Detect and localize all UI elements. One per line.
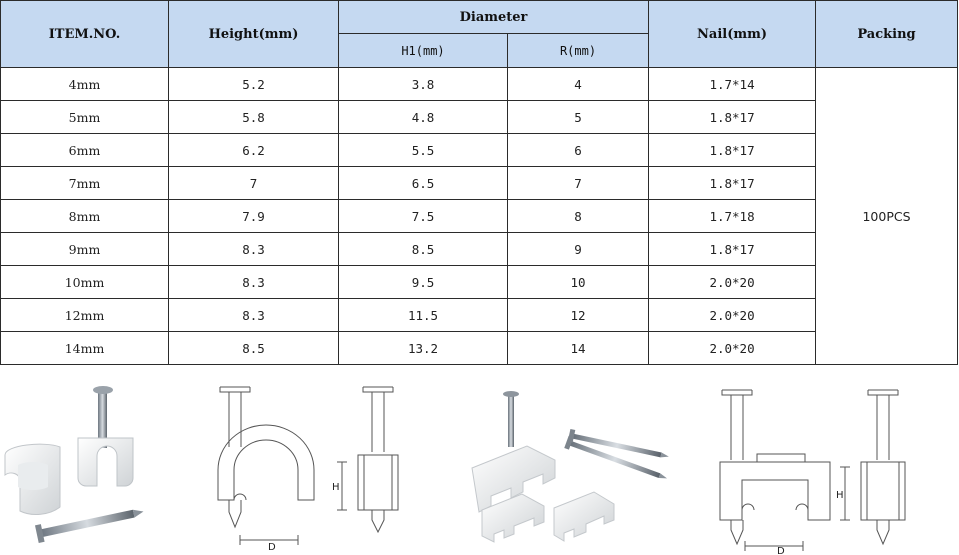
table-row [1,101,958,134]
flat-d-label: D [777,546,785,555]
item-cell: 7mm [1,167,169,200]
header-h1: H1(mm) [339,34,508,68]
h1-cell: 3.8 [339,68,508,101]
r-cell: 12 [508,299,649,332]
r-cell: 7 [508,167,649,200]
table-row [1,332,958,365]
flat-clip-photo [462,370,677,555]
table-row [1,266,958,299]
item-cell: 6mm [1,134,169,167]
header-packing: Packing [816,1,958,68]
header-height: Height(mm) [169,1,339,68]
item-cell: 9mm [1,233,169,266]
packing-cell: 100PCS [816,68,958,365]
nail-cell: 2.0*20 [649,332,816,365]
spec-table-body [1,68,958,365]
table-row [1,233,958,266]
item-cell: 14mm [1,332,169,365]
round-clip-drawing [200,370,430,555]
h1-cell: 11.5 [339,299,508,332]
nail-cell: 1.8*17 [649,134,816,167]
nail-cell: 1.7*18 [649,200,816,233]
header-r: R(mm) [508,34,649,68]
height-cell: 5.2 [169,68,339,101]
item-cell: 12mm [1,299,169,332]
h1-cell: 9.5 [339,266,508,299]
table-row [1,200,958,233]
r-cell: 5 [508,101,649,134]
header-diameter: Diameter [339,1,649,34]
nail-cell: 1.8*17 [649,101,816,134]
r-cell: 8 [508,200,649,233]
round-h-label: H [332,482,340,493]
item-cell: 5mm [1,101,169,134]
item-cell: 4mm [1,68,169,101]
h1-cell: 5.5 [339,134,508,167]
height-cell: 7.9 [169,200,339,233]
h1-cell: 13.2 [339,332,508,365]
round-clip-photo [0,370,170,555]
r-cell: 10 [508,266,649,299]
item-cell: 8mm [1,200,169,233]
nail-cell: 1.8*17 [649,167,816,200]
product-images [0,370,959,555]
table-row [1,299,958,332]
flat-h-label: H [836,490,844,501]
table-row [1,134,958,167]
r-cell: 9 [508,233,649,266]
height-cell: 8.5 [169,332,339,365]
h1-cell: 6.5 [339,167,508,200]
height-cell: 8.3 [169,233,339,266]
h1-cell: 8.5 [339,233,508,266]
round-d-label: D [268,542,276,553]
r-cell: 6 [508,134,649,167]
table-row [1,68,958,101]
nail-cell: 1.8*17 [649,233,816,266]
header-nail: Nail(mm) [649,1,816,68]
height-cell: 8.3 [169,299,339,332]
height-cell: 5.8 [169,101,339,134]
r-cell: 4 [508,68,649,101]
header-item-no: ITEM.NO. [1,1,169,68]
nail-cell: 2.0*20 [649,266,816,299]
height-cell: 8.3 [169,266,339,299]
flat-clip-drawing [705,370,930,555]
nail-cell: 2.0*20 [649,299,816,332]
table-row [1,167,958,200]
item-cell: 10mm [1,266,169,299]
h1-cell: 4.8 [339,101,508,134]
height-cell: 7 [169,167,339,200]
nail-cell: 1.7*14 [649,68,816,101]
height-cell: 6.2 [169,134,339,167]
r-cell: 14 [508,332,649,365]
h1-cell: 7.5 [339,200,508,233]
